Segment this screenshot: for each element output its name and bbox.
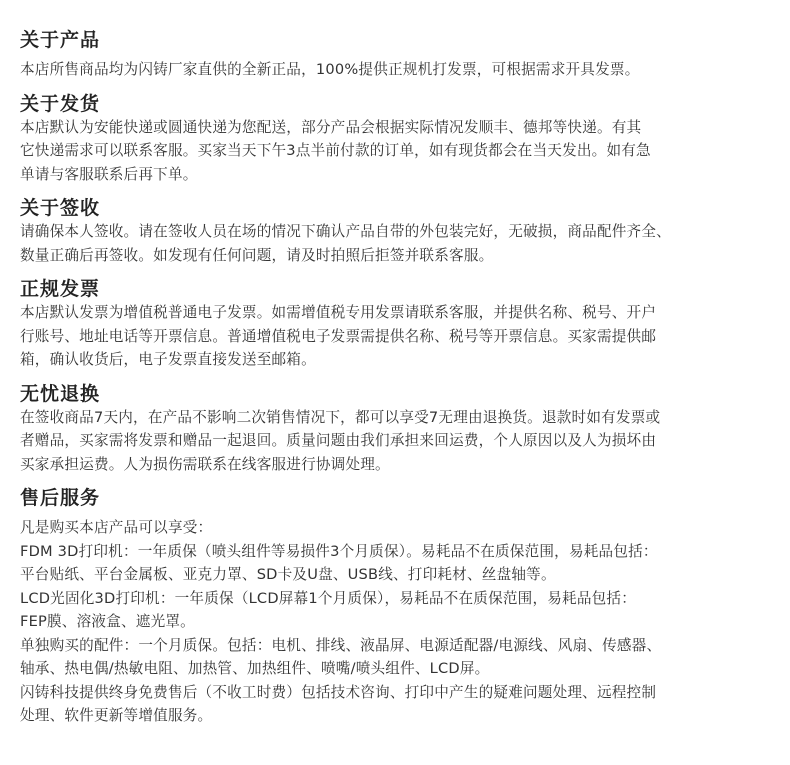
section-text-product-line-1: 本店所售商品均为闪铸厂家直供的全新正品，100%提供正规机打发票，可根据需求开具发票。 <box>20 61 640 78</box>
section-title-after-sales: 售后服务 <box>20 487 101 509</box>
section-text-shipping-line-2: 它快递需求可以联系客服。买家当天下午3点半前付款的订单，如有现货都会在当天发出。如有急 <box>20 142 651 159</box>
section-title-receipt: 关于签收 <box>20 197 101 219</box>
section-text-receipt-line-1: 请确保本人签收。请在签收人员在场的情况下确认产品自带的外包装完好，无破损，商品配件齐全、 <box>20 223 671 240</box>
section-text-after-sales-line-5: FEP膜、溶液盒、遮光罩。 <box>20 613 195 630</box>
section-title-returns: 无忧退换 <box>20 382 101 405</box>
section-text-receipt-line-2: 数量正确后再签收。如发现有任何问题，请及时拍照后拒签并联系客服。 <box>20 246 494 264</box>
section-text-returns-line-1: 在签收商品7天内，在产品不影响二次销售情况下，都可以享受7无理由退换货。退款时如有发票或 <box>20 408 661 426</box>
section-text-after-sales-line-6: 单独购买的配件：一个月质保。包括：电机、排线、液晶屏、电源适配器/电源线、风扇、传感器、 <box>20 636 662 654</box>
section-text-after-sales-line-8: 闪铸科技提供终身免费售后（不收工时费）包括技术咨询、打印中产生的疑难问题处理、远程控制 <box>20 683 657 701</box>
section-text-returns-line-2: 者赠品，买家需将发票和赠品一起退回。质量问题由我们承担来回运费，个人原因以及人为损坏由 <box>20 432 657 449</box>
section-text-after-sales-line-9: 处理、软件更新等增值服务。 <box>20 707 213 724</box>
section-title-product: 关于产品 <box>20 29 101 51</box>
section-text-after-sales-line-7: 轴承、热电偶/热敏电阻、加热管、加热组件、喷嘴/喷头组件、LCD屏。 <box>20 660 490 677</box>
section-text-shipping-line-3: 单请与客服联系后再下单。 <box>20 165 198 183</box>
section-text-invoice-line-1: 本店默认发票为增值税普通电子发票。如需增值税专用发票请联系客服，并提供名称、税号、开户 <box>20 304 657 321</box>
section-text-returns-line-3: 买家承担运费。人为损伤需联系在线客服进行协调处理。 <box>20 455 390 473</box>
section-title-shipping: 关于发货 <box>20 92 101 115</box>
section-text-after-sales-line-4: LCD光固化3D打印机：一年质保（LCD屏幕1个月质保），易耗品不在质保范围，易耗品包括： <box>20 589 637 607</box>
section-text-invoice-line-3: 箱，确认收货后，电子发票直接发送至邮箱。 <box>20 351 316 368</box>
section-title-invoice: 正规发票 <box>20 278 101 300</box>
section-text-shipping-line-1: 本店默认为安能快递或圆通快递为您配送，部分产品会根据实际情况发顺丰、德邦等快递。有其 <box>20 118 642 136</box>
section-text-after-sales-line-2: FDM 3D打印机：一年质保（喷头组件等易损件3个月质保）。易耗品不在质保范围，易耗品包括： <box>20 542 658 560</box>
section-text-after-sales-line-1: 凡是购买本店产品可以享受： <box>20 519 213 536</box>
section-text-after-sales-line-3: 平台贴纸、平台金属板、亚克力罩、SD卡及U盘、USB线、打印耗材、丝盘轴等。 <box>20 566 556 583</box>
section-text-invoice-line-2: 行账号、地址电话等开票信息。普通增值税电子发票需提供名称、税号等开票信息。买家需提供邮 <box>20 327 657 345</box>
policy-document <box>20 28 780 728</box>
